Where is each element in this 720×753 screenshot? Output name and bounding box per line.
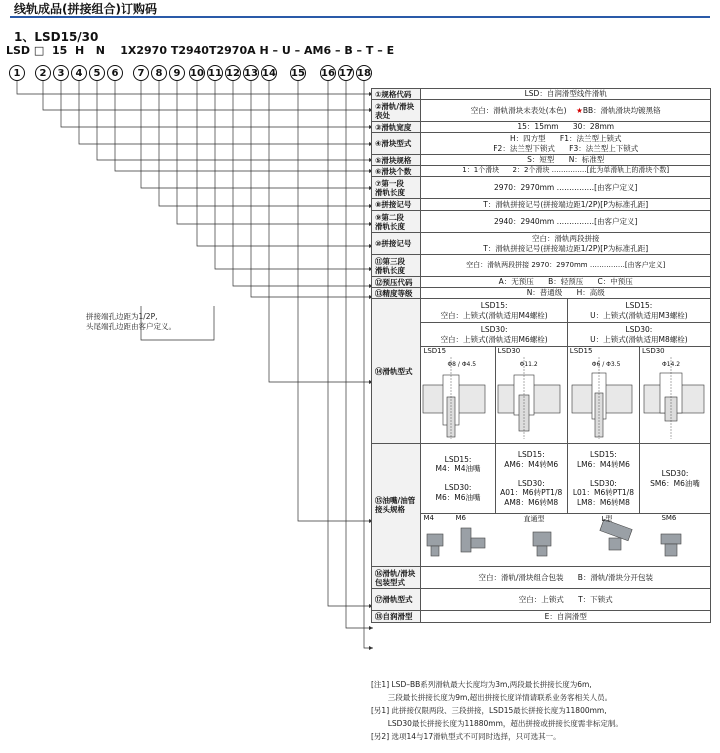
- code-part: 2940: [178, 44, 209, 57]
- code-number: 10: [189, 65, 205, 81]
- leader-line: [177, 81, 373, 224]
- table-row: [372, 255, 711, 277]
- splice-note-line: 头尾端孔边距由客户定义。: [86, 322, 176, 331]
- code-number: 11: [207, 65, 223, 81]
- row-value: LSD：自润滑型线件滑轨: [421, 89, 711, 100]
- splice-note: [86, 312, 176, 332]
- row-label: ⑱自润滑型: [372, 611, 421, 623]
- row-label: ⑭滑轨型式: [372, 299, 421, 444]
- table-row: [372, 589, 711, 611]
- code-number: 17: [338, 65, 354, 81]
- row-label: ①规格代码: [372, 89, 421, 100]
- rail-drawing: LSD15 Φ8 / Φ4.5: [421, 347, 495, 444]
- row-label: ⑮油嘴/油管 接头规格: [372, 444, 421, 567]
- row-label: ⑩拼接记号: [372, 233, 421, 255]
- row-value: A：无预压 B：轻预压 C：中预压: [421, 277, 711, 288]
- row-value: E：自润滑型: [421, 611, 711, 623]
- row-value: H：四方型 F1：法兰型上锁式 F2：法兰型下锁式 F3：法兰型上下锁式: [421, 133, 711, 155]
- code-number: 13: [243, 65, 259, 81]
- table-row: [372, 611, 711, 623]
- table-row: [372, 444, 711, 514]
- table-row: [372, 288, 711, 299]
- row-value: 2940：2940mm ……………[由客户定义]: [421, 211, 711, 233]
- table-row: [372, 347, 711, 444]
- code-part: B: [344, 44, 353, 57]
- footnote: 三段最长拼接长度为9m,超出拼接长度详情请联系业务客相关人员。: [371, 693, 613, 702]
- table-row: [372, 100, 711, 122]
- code-number: 18: [356, 65, 372, 81]
- code-part: 1X2970: [120, 44, 167, 57]
- nipple-cell: LSD15: M4：M4油嘴 LSD30: M6：M6油嘴: [421, 444, 495, 514]
- row-label: ⑦第一段 滑轨长度: [372, 177, 421, 199]
- table-row: [372, 299, 711, 323]
- row-value: 15：15mm 30：28mm: [421, 122, 711, 133]
- nipple-cell: LSD30: SM6：M6油嘴: [640, 444, 711, 514]
- leader-line: [298, 81, 373, 521]
- leader-line: [233, 81, 373, 286]
- table-row: [372, 166, 711, 177]
- row-value: N：普通级 H：高级: [421, 288, 711, 299]
- code-number: 7: [133, 65, 149, 81]
- code-number: 8: [151, 65, 167, 81]
- table-row: [372, 177, 711, 199]
- splice-note-line: 拼接端孔边距为1/2P,: [86, 312, 158, 321]
- code-part: –: [377, 44, 383, 57]
- leader-line: [17, 81, 373, 94]
- leader-line: [197, 81, 373, 246]
- code-number: 16: [320, 65, 336, 81]
- row-value: 空白：滑轨两段拼接 2970：2970mm ……………[由客户定义]: [421, 255, 711, 277]
- code-part: 2970: [216, 44, 248, 57]
- code-number: 12: [225, 65, 241, 81]
- code-number: 1: [9, 65, 25, 81]
- table-row: [372, 514, 711, 567]
- arrow-icon: [369, 646, 373, 650]
- footnote: [注1] LSD–BB系列滑轨最大长度均为3m,两段最长拼接长度为6m,: [371, 680, 592, 689]
- section-subtitle: 1、LSD15/30: [14, 30, 99, 44]
- code-part: –: [334, 44, 341, 57]
- row-value: 1：1个滑块 2：2个滑块 ……………[此为单滑轨上的滑块个数]: [421, 166, 711, 177]
- star-icon: ★: [576, 105, 583, 115]
- leader-line: [346, 81, 373, 628]
- row-label: ③滑轨宽度: [372, 122, 421, 133]
- part-label: 直通型: [523, 515, 545, 523]
- code-part: U: [281, 44, 291, 57]
- footnotes: [371, 678, 623, 743]
- code-number: 5: [89, 65, 105, 81]
- code-number: 2: [35, 65, 51, 81]
- part-label: M4: [423, 514, 434, 522]
- spec-table: [371, 88, 711, 623]
- nipple-cell: LSD15: LM6：M4转M6 LSD30: L01：M6转PT1/8 LM8：M6转M8: [567, 444, 639, 514]
- leader-line: [61, 81, 373, 127]
- desc-cell: LSD30: U：上锁式(滑轨适用M8螺栓): [567, 323, 710, 347]
- code-part: H: [259, 44, 269, 57]
- table-row: [372, 277, 711, 288]
- table-row: [372, 89, 711, 100]
- code-part: AM6: [304, 44, 332, 57]
- desc-cell: LSD15: 空白：上锁式(滑轨适用M4螺栓): [421, 299, 567, 323]
- code-part: H: [74, 44, 85, 57]
- row-value: 空白：滑轨两段拼接 T：滑轨拼接记号(拼接端边距1/2P)[P为标准孔距]: [421, 233, 711, 255]
- leader-line: [115, 81, 373, 171]
- code-number: 15: [290, 65, 306, 81]
- page-title: 线轨成品(拼接组合)订购码: [14, 2, 157, 16]
- desc-cell: LSD30: 空白：上锁式(滑轨适用M6螺栓): [421, 323, 567, 347]
- code-number: 3: [53, 65, 69, 81]
- row-label: ⑧拼接记号: [372, 199, 421, 211]
- row-label: ⑯滑轨/滑块 包装型式: [372, 567, 421, 589]
- row-value: 空白：滑轨滑块未表处(本色) ★BB：滑轨滑块均镀黑铬: [421, 100, 711, 122]
- row-label: ⑤滑块规格: [372, 155, 421, 166]
- rail-drawing: LSD15 Φ6 / Φ3.5: [567, 347, 639, 444]
- table-row: [372, 233, 711, 255]
- leader-line: [159, 81, 373, 206]
- row-label: ⑫预压代码: [372, 277, 421, 288]
- footnote: [另2] 选项14与17滑轨型式不可同时选择，只可选其一。: [371, 732, 561, 741]
- leader-line: [79, 81, 373, 144]
- code-part: T: [208, 44, 217, 57]
- code-number: 6: [107, 65, 123, 81]
- leader-line: [215, 81, 373, 269]
- leader-line: [141, 81, 373, 188]
- code-part: LSD: [6, 44, 31, 57]
- row-value: T：滑轨拼接记号(拼接端边距1/2P)[P为标准孔距]: [421, 199, 711, 211]
- row-value: 空白：上锁式 T：下锁式: [421, 589, 711, 611]
- row-label: ⑪第三段 滑轨长度: [372, 255, 421, 277]
- part-label: M6: [455, 514, 466, 522]
- code-number: 9: [169, 65, 185, 81]
- row-value: 2970：2970mm ……………[由客户定义]: [421, 177, 711, 199]
- footnote: [另1] 此拼接仅限两段、三段拼接，LSD15最长拼接长度为11800mm,: [371, 706, 607, 715]
- code-part: –: [272, 44, 279, 57]
- code-part: T: [170, 44, 179, 57]
- table-row: [372, 323, 711, 347]
- table-row: [372, 567, 711, 589]
- code-part: –: [356, 44, 363, 57]
- rail-drawing: LSD30 Φ11.2: [495, 347, 567, 444]
- arrow-icon: [369, 626, 373, 630]
- row-label: ④滑块型式: [372, 133, 421, 155]
- part-label: L型: [601, 515, 613, 523]
- leader-line: [97, 81, 373, 160]
- row-value: 空白：滑轨/滑块组合包装 B：滑轨/滑块分开包装: [421, 567, 711, 589]
- code-part: E: [386, 44, 395, 57]
- code-part: N: [95, 44, 105, 57]
- desc-cell: LSD15: U：上锁式(滑轨适用M3螺栓): [567, 299, 710, 323]
- nipple-images: [421, 514, 711, 567]
- table-row: [372, 199, 711, 211]
- table-row: [372, 155, 711, 166]
- code-number: 4: [71, 65, 87, 81]
- row-value: S：短型 N：标准型: [421, 155, 711, 166]
- code-part: T: [365, 44, 374, 57]
- code-part: –: [294, 44, 301, 57]
- row-label: ⑨第二段 滑轨长度: [372, 211, 421, 233]
- table-row: [372, 122, 711, 133]
- row-label: ②滑轨/滑块 表处: [372, 100, 421, 122]
- rail-drawing: LSD30 Φ14.2: [640, 347, 711, 444]
- leader-line: [43, 81, 373, 110]
- table-row: [372, 133, 711, 155]
- footnote: LSD30最长拼接长度为11880mm，超出拼接或拼接长度需非标定制。: [371, 719, 623, 728]
- row-label: ⑰滑轨型式: [372, 589, 421, 611]
- code-part: 15: [51, 44, 68, 57]
- code-part: □: [33, 44, 45, 57]
- part-label: SM6: [661, 514, 677, 522]
- code-number: 14: [261, 65, 277, 81]
- code-part: A: [247, 44, 256, 57]
- row-label: ⑥滑块个数: [372, 166, 421, 177]
- row-label: ⑬精度等级: [372, 288, 421, 299]
- table-row: [372, 211, 711, 233]
- leader-line: [269, 81, 373, 382]
- nipple-cell: LSD15: AM6：M4转M6 LSD30: A01：M6转PT1/8 AM8：M6转M8: [495, 444, 567, 514]
